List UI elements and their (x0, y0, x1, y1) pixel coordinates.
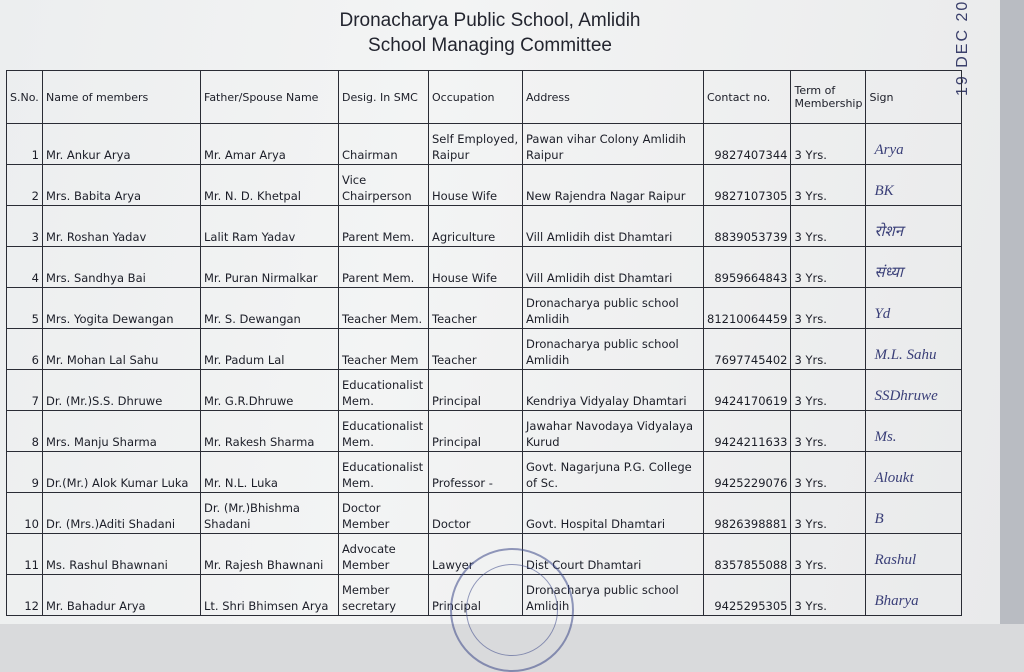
cell-occupation: Agriculture (429, 206, 523, 247)
cell-address: Pawan vihar Colony Amlidih Raipur (523, 124, 704, 165)
cell-father: Mr. Rajesh Bhawnani (201, 534, 339, 575)
cell-address: Dronacharya public school Amlidih (523, 329, 704, 370)
cell-name: Mrs. Sandhya Bai (43, 247, 201, 288)
table-row (7, 206, 962, 247)
cell-occupation: Principal (429, 575, 523, 616)
cell-name: Mrs. Yogita Dewangan (43, 288, 201, 329)
cell-term: 3 Yrs. (791, 288, 866, 329)
cell-father: Dr. (Mr.)Bhishma Shadani (201, 493, 339, 534)
cell-sign (866, 411, 962, 452)
cell-address: Kendriya Vidyalay Dhamtari (523, 370, 704, 411)
members-table (6, 70, 962, 616)
cell-sign (866, 247, 962, 288)
cell-father: Lalit Ram Yadav (201, 206, 339, 247)
cell-sno: 4 (7, 247, 43, 288)
cell-desig: Parent Mem. (339, 206, 429, 247)
cell-term: 3 Yrs. (791, 411, 866, 452)
handwritten-signature: Yd (874, 306, 891, 322)
handwritten-signature: M.L. Sahu (874, 347, 937, 363)
table-row (7, 165, 962, 206)
handwritten-signature: संध्या (874, 265, 903, 281)
cell-contact: 7697745402 (704, 329, 791, 370)
cell-sign (866, 575, 962, 616)
cell-address: Dronacharya public school Amlidih (523, 288, 704, 329)
cell-address: Vill Amlidih dist Dhamtari (523, 206, 704, 247)
cell-desig: Educationalist Mem. (339, 452, 429, 493)
cell-father: Mr. N.L. Luka (201, 452, 339, 493)
cell-sno: 3 (7, 206, 43, 247)
cell-name: Dr. (Mr.)S.S. Dhruwe (43, 370, 201, 411)
cell-term: 3 Yrs. (791, 329, 866, 370)
date-stamp: 19 DEC 20 (954, 0, 971, 97)
col-occupation: Occupation (429, 71, 523, 124)
cell-desig: Advocate Member (339, 534, 429, 575)
cell-desig: Teacher Mem. (339, 288, 429, 329)
cell-term: 3 Yrs. (791, 534, 866, 575)
cell-sign (866, 206, 962, 247)
cell-name: Mr. Bahadur Arya (43, 575, 201, 616)
cell-contact: 8839053739 (704, 206, 791, 247)
cell-sign (866, 124, 962, 165)
background-edge (1000, 0, 1024, 624)
cell-sno: 6 (7, 329, 43, 370)
table-row (7, 124, 962, 165)
handwritten-signature: Rashul (874, 552, 917, 568)
cell-sign (866, 452, 962, 493)
cell-occupation: Doctor (429, 493, 523, 534)
cell-contact: 9424170619 (704, 370, 791, 411)
table-row (7, 411, 962, 452)
cell-name: Mr. Mohan Lal Sahu (43, 329, 201, 370)
cell-sno: 9 (7, 452, 43, 493)
table-header-row (7, 71, 962, 124)
cell-occupation: Professor - (429, 452, 523, 493)
table-row (7, 370, 962, 411)
handwritten-signature: Arya (874, 142, 904, 158)
cell-name: Mrs. Manju Sharma (43, 411, 201, 452)
cell-sno: 7 (7, 370, 43, 411)
cell-sign (866, 165, 962, 206)
table-row (7, 247, 962, 288)
cell-desig: Vice Chairperson (339, 165, 429, 206)
cell-contact: 9424211633 (704, 411, 791, 452)
cell-father: Mr. Amar Arya (201, 124, 339, 165)
cell-term: 3 Yrs. (791, 247, 866, 288)
cell-sno: 2 (7, 165, 43, 206)
cell-father: Mr. Padum Lal (201, 329, 339, 370)
cell-address: Dist Court Dhamtari (523, 534, 704, 575)
committee-title: School Managing Committee (368, 35, 612, 56)
cell-father: Mr. Puran Nirmalkar (201, 247, 339, 288)
cell-name: Mrs. Babita Arya (43, 165, 201, 206)
cell-address: Govt. Hospital Dhamtari (523, 493, 704, 534)
cell-sign (866, 329, 962, 370)
cell-occupation: House Wife (429, 247, 523, 288)
cell-contact: 8959664843 (704, 247, 791, 288)
school-seal (450, 548, 574, 672)
handwritten-signature: रोशन (874, 224, 904, 240)
table-row (7, 288, 962, 329)
cell-father: Mr. S. Dewangan (201, 288, 339, 329)
col-sno: S.No. (7, 71, 43, 124)
table-row (7, 329, 962, 370)
cell-term: 3 Yrs. (791, 575, 866, 616)
cell-address: Dronacharya public school Amlidih (523, 575, 704, 616)
cell-father: Mr. N. D. Khetpal (201, 165, 339, 206)
school-title: Dronacharya Public School, Amlidih (339, 10, 641, 31)
handwritten-signature: Aloukt (874, 470, 914, 486)
handwritten-signature: Ms. (874, 429, 897, 445)
cell-father: Mr. G.R.Dhruwe (201, 370, 339, 411)
cell-sno: 12 (7, 575, 43, 616)
cell-sno: 5 (7, 288, 43, 329)
col-sign: Sign (866, 71, 962, 124)
cell-desig: Educationalist Mem. (339, 370, 429, 411)
cell-desig: Parent Mem. (339, 247, 429, 288)
cell-occupation: Teacher (429, 288, 523, 329)
cell-father: Lt. Shri Bhimsen Arya (201, 575, 339, 616)
handwritten-signature: Bharya (874, 593, 919, 609)
cell-sno: 1 (7, 124, 43, 165)
handwritten-signature: BK (874, 183, 894, 199)
cell-contact: 9425295305 (704, 575, 791, 616)
cell-name: Mr. Ankur Arya (43, 124, 201, 165)
table-row (7, 493, 962, 534)
cell-term: 3 Yrs. (791, 493, 866, 534)
cell-name: Dr.(Mr.) Alok Kumar Luka (43, 452, 201, 493)
cell-term: 3 Yrs. (791, 370, 866, 411)
cell-term: 3 Yrs. (791, 124, 866, 165)
col-father: Father/Spouse Name (201, 71, 339, 124)
cell-term: 3 Yrs. (791, 452, 866, 493)
cell-name: Ms. Rashul Bhawnani (43, 534, 201, 575)
cell-name: Mr. Roshan Yadav (43, 206, 201, 247)
cell-address: New Rajendra Nagar Raipur (523, 165, 704, 206)
cell-desig: Teacher Mem (339, 329, 429, 370)
handwritten-signature: B (874, 511, 884, 527)
cell-sno: 8 (7, 411, 43, 452)
cell-term: 3 Yrs. (791, 165, 866, 206)
cell-sno: 11 (7, 534, 43, 575)
cell-term: 3 Yrs. (791, 206, 866, 247)
cell-desig: Doctor Member (339, 493, 429, 534)
cell-name: Dr. (Mrs.)Aditi Shadani (43, 493, 201, 534)
cell-desig: Member secretary (339, 575, 429, 616)
handwritten-signature: SSDhruwe (874, 388, 938, 404)
cell-occupation: Teacher (429, 329, 523, 370)
cell-sign (866, 534, 962, 575)
cell-address: Jawahar Navodaya Vidyalaya Kurud (523, 411, 704, 452)
cell-occupation: Lawyer (429, 534, 523, 575)
cell-contact: 9827407344 (704, 124, 791, 165)
cell-contact: 81210064459 (704, 288, 791, 329)
cell-occupation: Principal (429, 411, 523, 452)
col-contact: Contact no. (704, 71, 791, 124)
cell-contact: 9827107305 (704, 165, 791, 206)
cell-address: Govt. Nagarjuna P.G. College of Sc. (523, 452, 704, 493)
table-row (7, 452, 962, 493)
col-desig: Desig. In SMC (339, 71, 429, 124)
cell-desig: Educationalist Mem. (339, 411, 429, 452)
cell-sign (866, 370, 962, 411)
cell-occupation: House Wife (429, 165, 523, 206)
cell-sign (866, 493, 962, 534)
cell-contact: 8357855088 (704, 534, 791, 575)
cell-desig: Chairman (339, 124, 429, 165)
cell-contact: 9826398881 (704, 493, 791, 534)
cell-occupation: Principal (429, 370, 523, 411)
col-name: Name of members (43, 71, 201, 124)
cell-contact: 9425229076 (704, 452, 791, 493)
cell-sno: 10 (7, 493, 43, 534)
col-term: Term of Membership (791, 71, 866, 124)
cell-occupation: Self Employed, Raipur (429, 124, 523, 165)
cell-address: Vill Amlidih dist Dhamtari (523, 247, 704, 288)
cell-sign (866, 288, 962, 329)
cell-father: Mr. Rakesh Sharma (201, 411, 339, 452)
col-address: Address (523, 71, 704, 124)
